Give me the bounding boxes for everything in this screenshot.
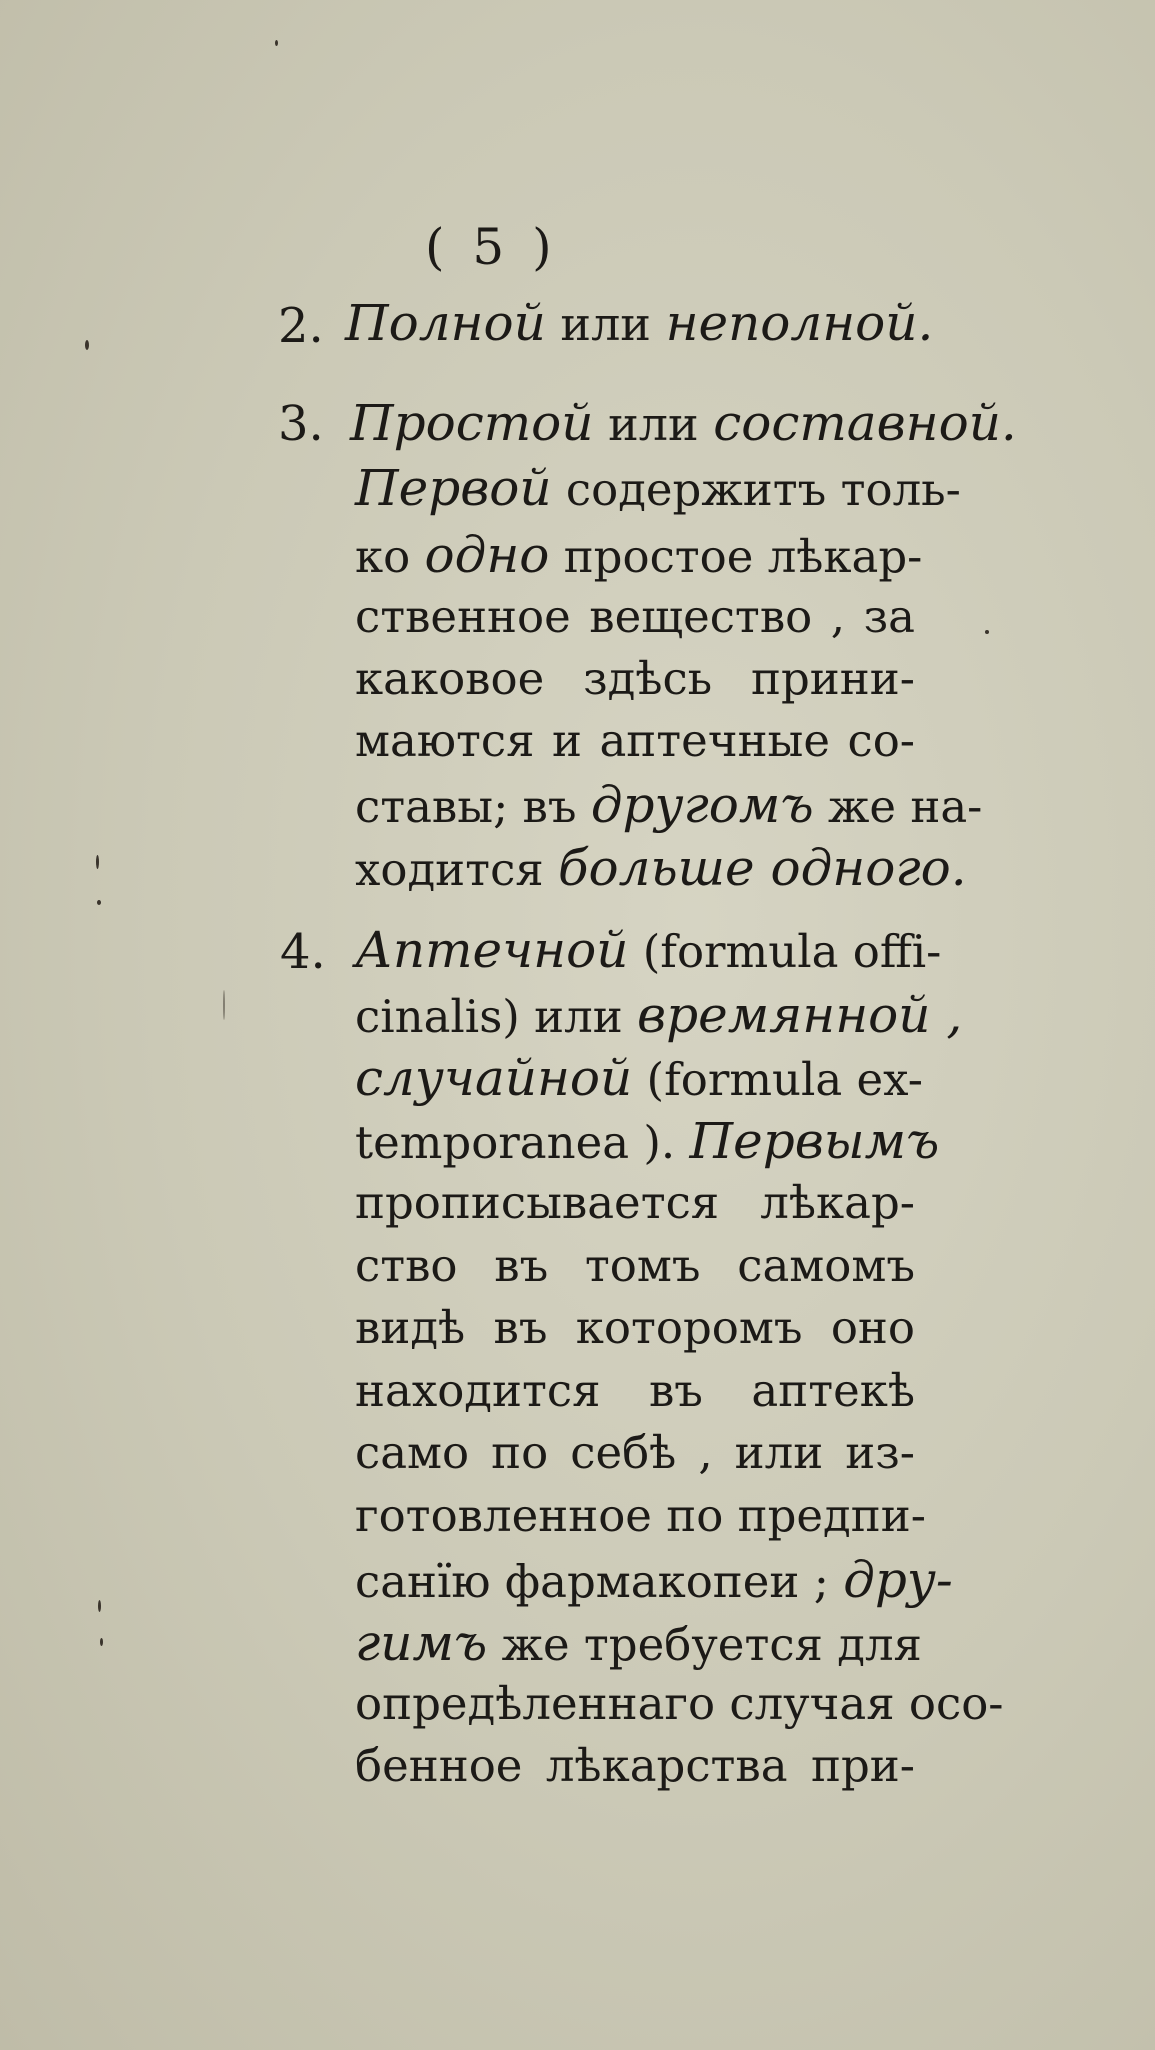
- item-4-line-11-italic: дру-: [843, 1551, 953, 1609]
- item-2-line: [345, 294, 934, 352]
- paper-speck: [223, 990, 225, 1020]
- item-4-line-1-italic: Аптечной: [355, 921, 629, 979]
- item-4-line-11: [355, 1551, 953, 1609]
- item-3-term1: Простой: [350, 394, 594, 452]
- item-4-line-3-text: (formula ex-: [646, 1053, 923, 1106]
- item-3-line-3-italic: одно: [424, 526, 550, 584]
- item-2-connector: или: [560, 297, 651, 351]
- item-3-line-1: [350, 394, 1017, 452]
- item-3-line-4: ственное вещество , за: [355, 590, 915, 643]
- item-number-2: 2.: [278, 298, 324, 354]
- paper-speck: [100, 1638, 103, 1646]
- item-2-term2: неполной.: [665, 294, 934, 352]
- item-4-line-13: опредѣленнаго случая осо-: [355, 1677, 1004, 1730]
- item-4-line-2-pre: cinalis) или: [355, 990, 623, 1043]
- item-3-connector: или: [608, 397, 699, 451]
- item-3-line-7-italic: другомъ: [590, 776, 814, 834]
- item-4-line-12: [355, 1614, 922, 1672]
- item-number-3: 3.: [278, 396, 324, 452]
- item-4-line-1-text: (formula offi-: [642, 925, 942, 978]
- item-4-line-6: ство въ томъ самомъ: [355, 1239, 915, 1292]
- item-4-line-9: само по себѣ , или из-: [355, 1426, 915, 1479]
- paper-speck: [98, 1600, 101, 1612]
- paper-speck: [85, 340, 89, 350]
- item-4-line-4: [355, 1112, 940, 1170]
- page-number-header: ( 5 ): [425, 218, 558, 276]
- item-4-line-12-post: же требуется для: [501, 1618, 922, 1671]
- item-3-line-7-pre: ставы; въ: [355, 780, 577, 833]
- item-4-line-3-italic: случайной: [355, 1049, 633, 1107]
- item-3-term2: составной.: [713, 394, 1017, 452]
- item-3-line-2-italic: Первой: [355, 459, 552, 517]
- item-4-line-11-pre: санїю фармакопеи ;: [355, 1555, 829, 1608]
- item-number-4: 4.: [280, 924, 326, 980]
- item-4-line-3: [355, 1049, 923, 1107]
- paper-speck: [97, 900, 101, 905]
- paper-speck: [985, 630, 989, 634]
- item-4-line-2-italic: времянной ,: [637, 986, 963, 1044]
- item-3-line-8: [355, 839, 967, 897]
- item-3-line-3-post: простое лѣкар-: [563, 530, 923, 583]
- item-4-line-5: прописывается лѣкар-: [355, 1176, 915, 1229]
- item-3-line-7: [355, 776, 983, 834]
- item-4-line-4-pre: temporanea ).: [355, 1116, 676, 1169]
- item-3-line-7-post: же на-: [828, 780, 983, 833]
- paper-speck: [96, 855, 99, 869]
- item-4-line-12-italic: гимъ: [355, 1614, 488, 1672]
- item-2-term1: Полной: [345, 294, 546, 352]
- item-3-line-2: [355, 459, 961, 517]
- item-4-line-10: готовленное по предпи-: [355, 1489, 926, 1542]
- item-3-line-8-italic: больше одного.: [557, 839, 967, 897]
- item-4-line-8: находится въ аптекѣ: [355, 1364, 915, 1417]
- item-4-line-1: [355, 921, 942, 979]
- item-3-line-5: каковое здѣсь прини-: [355, 652, 915, 705]
- item-4-line-14: бенное лѣкарства при-: [355, 1739, 915, 1792]
- item-4-line-2: [355, 986, 963, 1044]
- item-3-line-2-text: содержитъ толь-: [565, 463, 961, 516]
- item-4-line-7: видѣ въ которомъ оно: [355, 1301, 915, 1354]
- item-3-line-3-pre: ко: [355, 530, 411, 583]
- item-3-line-8-pre: ходится: [355, 843, 544, 896]
- item-3-line-6: маются и аптечные со-: [355, 714, 915, 767]
- item-4-line-4-italic: Первымъ: [689, 1112, 940, 1170]
- item-3-line-3: [355, 526, 923, 584]
- paper-speck: [275, 40, 278, 46]
